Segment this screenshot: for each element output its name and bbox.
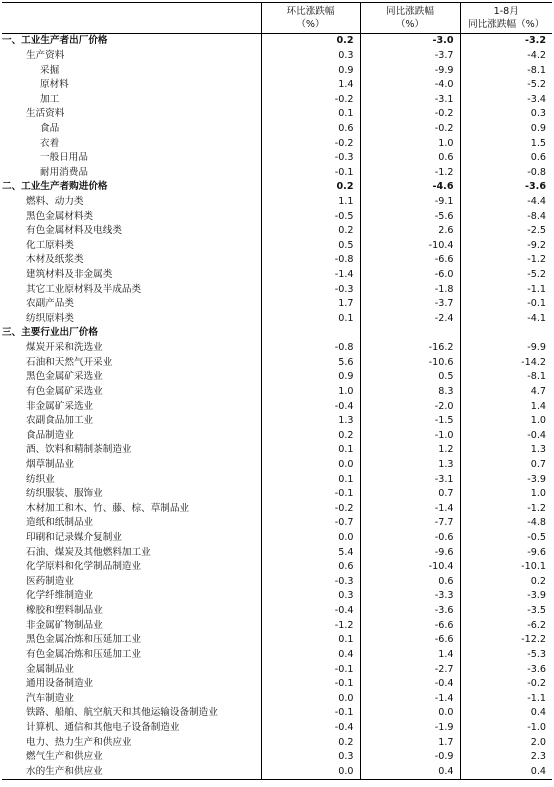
ytd-yoy-change-cell: -14.2	[460, 355, 552, 370]
yoy-change-cell: 2.6	[360, 224, 460, 239]
ytd-yoy-change-cell: 0.4	[460, 764, 552, 779]
table-row	[2, 122, 552, 137]
mom-change-cell: -0.4	[261, 399, 360, 414]
mom-change-cell: -0.8	[261, 253, 360, 268]
mom-change-cell: -0.1	[261, 165, 360, 180]
header-ytd-yoy-change	[460, 3, 552, 34]
row-label: 纺织原料类	[26, 312, 74, 324]
mom-change-cell: 0.2	[261, 34, 360, 49]
row-label: 建筑材料及非金属类	[26, 269, 113, 281]
ytd-yoy-change-cell: -8.4	[460, 209, 552, 224]
mom-change-cell: -0.1	[261, 677, 360, 692]
mom-change-cell: 1.7	[261, 297, 360, 312]
row-label: 非金属矿物制品业	[26, 619, 103, 631]
row-label: 农副产品类	[26, 298, 74, 310]
ytd-yoy-change-cell: -4.2	[460, 49, 552, 64]
table-row	[2, 414, 552, 429]
ytd-yoy-change-cell: -0.5	[460, 531, 552, 546]
ytd-yoy-change-cell: -5.2	[460, 268, 552, 283]
table-row	[2, 750, 552, 765]
table-row	[2, 458, 552, 473]
table-row	[2, 472, 552, 487]
ytd-yoy-change-cell: -3.5	[460, 604, 552, 619]
row-label: 木材加工和木、竹、藤、棕、草制品业	[26, 502, 190, 514]
yoy-change-cell: -7.7	[360, 516, 460, 531]
table-row	[2, 209, 552, 224]
row-label: 有色金属冶炼和压延加工业	[26, 648, 142, 660]
row-label: 纺织业	[26, 473, 55, 485]
row-label: 化学原料和化学制品制造业	[26, 561, 142, 573]
mom-change-cell: -0.4	[261, 604, 360, 619]
ytd-yoy-change-cell: -12.2	[460, 633, 552, 648]
header-mom-unit: （%）	[296, 19, 325, 30]
ytd-yoy-change-cell: 1.0	[460, 414, 552, 429]
table-row	[2, 648, 552, 663]
table-row	[2, 195, 552, 210]
yoy-change-cell: -0.2	[360, 107, 460, 122]
table-row	[2, 136, 552, 151]
ytd-yoy-change-cell: 0.7	[460, 458, 552, 473]
row-label: 有色金属矿采选业	[26, 385, 103, 397]
yoy-change-cell: -1.4	[360, 502, 460, 517]
yoy-change-cell: -3.0	[360, 34, 460, 49]
ytd-yoy-change-cell: -8.1	[460, 63, 552, 78]
yoy-change-cell: 0.7	[360, 487, 460, 502]
table-row	[2, 545, 552, 560]
ytd-yoy-change-cell: -3.2	[460, 34, 552, 49]
mom-change-cell: 0.6	[261, 122, 360, 137]
table-row	[2, 560, 552, 575]
mom-change-cell: 0.0	[261, 764, 360, 779]
table-row	[2, 633, 552, 648]
ytd-yoy-change-cell: -3.9	[460, 472, 552, 487]
row-label: 酒、饮料和精制茶制造业	[26, 444, 132, 456]
ytd-yoy-change-cell: -1.2	[460, 253, 552, 268]
table-row	[2, 341, 552, 356]
mom-change-cell: 0.2	[261, 428, 360, 443]
mom-change-cell: 0.9	[261, 370, 360, 385]
table-row	[2, 531, 552, 546]
row-label: 生活资料	[26, 108, 65, 120]
ytd-yoy-change-cell: 2.0	[460, 735, 552, 750]
yoy-change-cell: -2.7	[360, 662, 460, 677]
table-row	[2, 239, 552, 254]
header-yoy-change	[360, 3, 460, 34]
row-label: 黑色金属材料类	[26, 210, 94, 222]
mom-change-cell: 0.3	[261, 589, 360, 604]
table-row	[2, 268, 552, 283]
yoy-change-cell: 0.5	[360, 370, 460, 385]
table-row	[2, 691, 552, 706]
table-row	[2, 151, 552, 166]
yoy-change-cell: -1.8	[360, 282, 460, 297]
ytd-yoy-change-cell: -3.9	[460, 589, 552, 604]
yoy-change-cell: 1.3	[360, 458, 460, 473]
mom-change-cell: -0.4	[261, 721, 360, 736]
mom-change-cell: 1.0	[261, 385, 360, 400]
yoy-change-cell: 0.6	[360, 151, 460, 166]
mom-change-cell: 1.3	[261, 414, 360, 429]
mom-change-cell: -0.5	[261, 209, 360, 224]
yoy-change-cell: 0.4	[360, 764, 460, 779]
ytd-yoy-change-cell: 1.0	[460, 487, 552, 502]
yoy-change-cell: -0.9	[360, 750, 460, 765]
mom-change-cell: -0.1	[261, 706, 360, 721]
yoy-change-cell: -9.1	[360, 195, 460, 210]
row-label: 水的生产和供应业	[2, 764, 261, 779]
mom-change-cell: -0.3	[261, 282, 360, 297]
yoy-change-cell: -10.6	[360, 355, 460, 370]
row-label: 一、工业生产者出厂价格	[2, 35, 108, 47]
table-row	[2, 662, 552, 677]
mom-change-cell: 0.0	[261, 531, 360, 546]
row-label: 电力、热力生产和供应业	[26, 736, 132, 748]
table-row	[2, 706, 552, 721]
table-row	[2, 618, 552, 633]
ytd-yoy-change-cell: 0.4	[460, 706, 552, 721]
mom-change-cell: 0.4	[261, 648, 360, 663]
ytd-yoy-change-cell: -1.1	[460, 282, 552, 297]
table-row	[2, 443, 552, 458]
mom-change-cell: -0.2	[261, 502, 360, 517]
row-label: 燃料、动力类	[26, 196, 84, 207]
header-yoy-title: 同比涨跌幅	[386, 6, 434, 17]
header-mom-title: 环比涨跌幅	[286, 6, 335, 17]
row-label: 铁路、船舶、航空航天和其他运输设备制造业	[26, 707, 218, 719]
mom-change-cell: -0.3	[261, 151, 360, 166]
yoy-change-cell: -6.6	[360, 633, 460, 648]
ytd-yoy-change-cell: -9.9	[460, 341, 552, 356]
mom-change-cell: 5.6	[261, 355, 360, 370]
mom-change-cell: 0.2	[261, 180, 360, 195]
yoy-change-cell: -0.4	[360, 677, 460, 692]
yoy-change-cell: -10.4	[360, 239, 460, 254]
row-label: 通用设备制造业	[26, 678, 94, 690]
yoy-change-cell: -0.2	[360, 122, 460, 137]
yoy-change-cell: -6.6	[360, 253, 460, 268]
table-row	[2, 63, 552, 78]
ytd-yoy-change-cell: -3.6	[460, 662, 552, 677]
yoy-change-cell: -6.0	[360, 268, 460, 283]
ytd-yoy-change-cell: -10.1	[460, 560, 552, 575]
table-row	[2, 78, 552, 93]
header-mom-change	[261, 3, 360, 34]
table-row	[2, 107, 552, 122]
table-row	[2, 428, 552, 443]
row-label: 计算机、通信和其他电子设备制造业	[26, 721, 180, 733]
yoy-change-cell: -3.1	[360, 472, 460, 487]
row-label: 黑色金属矿采选业	[26, 371, 103, 383]
mom-change-cell: 0.2	[261, 224, 360, 239]
mom-change-cell: -0.2	[261, 136, 360, 151]
ytd-yoy-change-cell: -6.2	[460, 618, 552, 633]
table-row	[2, 312, 552, 327]
mom-change-cell: 0.2	[261, 735, 360, 750]
ytd-yoy-change-cell: -0.8	[460, 165, 552, 180]
row-label: 纺织服装、服饰业	[26, 488, 103, 500]
header-yoy-unit: （%）	[395, 19, 425, 30]
yoy-change-cell: -2.4	[360, 312, 460, 327]
mom-change-cell: 0.1	[261, 312, 360, 327]
yoy-change-cell: 1.4	[360, 648, 460, 663]
table-row	[2, 34, 552, 49]
row-label: 煤炭开采和洗选业	[26, 342, 103, 354]
yoy-change-cell: -10.4	[360, 560, 460, 575]
table-body	[2, 34, 552, 780]
ytd-yoy-change-cell: 4.7	[460, 385, 552, 400]
row-label: 木材及纸浆类	[26, 254, 84, 266]
row-label: 农副食品加工业	[26, 415, 94, 427]
ytd-yoy-change-cell: -3.6	[460, 180, 552, 195]
yoy-change-cell: 0.0	[360, 706, 460, 721]
mom-change-cell: -1.4	[261, 268, 360, 283]
yoy-change-cell: -3.6	[360, 604, 460, 619]
table-row	[2, 589, 552, 604]
yoy-change-cell: -1.9	[360, 721, 460, 736]
yoy-change-cell: -9.9	[360, 63, 460, 78]
table-row	[2, 575, 552, 590]
yoy-change-cell: -4.6	[360, 180, 460, 195]
mom-change-cell: 0.1	[261, 472, 360, 487]
row-label: 石油和天然气开采业	[26, 356, 113, 368]
yoy-change-cell: 1.2	[360, 443, 460, 458]
ytd-yoy-change-cell: -1.1	[460, 691, 552, 706]
mom-change-cell: 0.0	[261, 458, 360, 473]
ytd-yoy-change-cell: -4.8	[460, 516, 552, 531]
row-label: 印刷和记录媒介复制业	[26, 532, 122, 544]
row-label: 采掘	[40, 64, 60, 76]
row-label: 衣着	[40, 137, 60, 149]
yoy-change-cell: -3.1	[360, 92, 460, 107]
row-label: 化学纤维制造业	[26, 590, 94, 602]
row-label: 生产资料	[26, 49, 65, 61]
table-header-row	[2, 3, 552, 34]
table-row	[2, 502, 552, 517]
mom-change-cell: 1.1	[261, 195, 360, 210]
row-label: 金属制品业	[26, 663, 74, 675]
ytd-yoy-change-cell: 1.5	[460, 136, 552, 151]
yoy-change-cell: -2.0	[360, 399, 460, 414]
table-row	[2, 92, 552, 107]
yoy-change-cell: -9.6	[360, 545, 460, 560]
table-row	[2, 253, 552, 268]
header-ytd-title: 同比涨跌幅（%）	[468, 19, 545, 30]
mom-change-cell: -1.2	[261, 618, 360, 633]
ytd-yoy-change-cell: 1.4	[460, 399, 552, 414]
ytd-yoy-change-cell: -1.2	[460, 502, 552, 517]
mom-change-cell: 0.0	[261, 691, 360, 706]
ytd-yoy-change-cell: -9.2	[460, 239, 552, 254]
yoy-change-cell: 1.7	[360, 735, 460, 750]
mom-change-cell: 0.3	[261, 49, 360, 64]
table-row	[2, 677, 552, 692]
yoy-change-cell: -1.2	[360, 165, 460, 180]
table-row	[2, 180, 552, 195]
yoy-change-cell: -1.0	[360, 428, 460, 443]
yoy-change-cell: -3.3	[360, 589, 460, 604]
yoy-change-cell: -0.6	[360, 531, 460, 546]
mom-change-cell: -0.8	[261, 341, 360, 356]
table-row	[2, 224, 552, 239]
mom-change-cell: -0.1	[261, 662, 360, 677]
mom-change-cell: -0.7	[261, 516, 360, 531]
row-label: 非金属矿采选业	[26, 400, 94, 412]
row-label: 原材料	[40, 79, 69, 91]
ytd-yoy-change-cell: -0.2	[460, 677, 552, 692]
yoy-change-cell: -16.2	[360, 341, 460, 356]
mom-change-cell: 0.1	[261, 107, 360, 122]
mom-change-cell: 0.6	[261, 560, 360, 575]
row-label: 医药制造业	[26, 575, 74, 587]
row-label: 耐用消费品	[40, 166, 88, 178]
yoy-change-cell: 8.3	[360, 385, 460, 400]
table-row	[2, 165, 552, 180]
row-label: 三、主要行业出厂价格	[2, 327, 98, 339]
table-row	[2, 355, 552, 370]
header-blank-cell	[2, 3, 261, 34]
ytd-yoy-change-cell: 0.2	[460, 575, 552, 590]
mom-change-cell: 0.1	[261, 633, 360, 648]
table-row	[2, 326, 552, 341]
table-row	[2, 385, 552, 400]
table-row	[2, 399, 552, 414]
yoy-change-cell: -1.5	[360, 414, 460, 429]
table-row	[2, 297, 552, 312]
price-index-table	[2, 2, 552, 780]
mom-change-cell	[261, 326, 360, 341]
yoy-change-cell: -4.0	[360, 78, 460, 93]
mom-change-cell: 0.5	[261, 239, 360, 254]
ytd-yoy-change-cell: -4.4	[460, 195, 552, 210]
table-row	[2, 487, 552, 502]
yoy-change-cell: -3.7	[360, 297, 460, 312]
table-row	[2, 721, 552, 736]
yoy-change-cell	[360, 326, 460, 341]
yoy-change-cell: -5.6	[360, 209, 460, 224]
ytd-yoy-change-cell: 0.3	[460, 107, 552, 122]
mom-change-cell: 0.1	[261, 443, 360, 458]
mom-change-cell: -0.2	[261, 92, 360, 107]
row-label: 食品制造业	[26, 429, 74, 441]
row-label: 二、工业生产者购进价格	[2, 181, 108, 193]
mom-change-cell: 5.4	[261, 545, 360, 560]
row-label: 加工	[40, 93, 60, 105]
mom-change-cell: -0.3	[261, 575, 360, 590]
table-row	[2, 604, 552, 619]
row-label: 黑色金属冶炼和压延加工业	[26, 634, 142, 646]
ytd-yoy-change-cell: -8.1	[460, 370, 552, 385]
ytd-yoy-change-cell: -9.6	[460, 545, 552, 560]
row-label: 食品	[40, 122, 60, 134]
table-row	[2, 516, 552, 531]
row-label: 一般日用品	[40, 152, 88, 164]
row-label: 石油、煤炭及其他燃料加工业	[26, 546, 151, 558]
ytd-yoy-change-cell: -1.0	[460, 721, 552, 736]
row-label: 化工原料类	[26, 239, 74, 251]
ytd-yoy-change-cell: -5.2	[460, 78, 552, 93]
table-row	[2, 764, 552, 779]
yoy-change-cell: -1.4	[360, 691, 460, 706]
ytd-yoy-change-cell: 0.9	[460, 122, 552, 137]
yoy-change-cell: 1.0	[360, 136, 460, 151]
row-label: 造纸和纸制品业	[26, 517, 94, 529]
yoy-change-cell: -3.7	[360, 49, 460, 64]
header-ytd-period: 1-8月	[493, 6, 519, 17]
mom-change-cell: -0.1	[261, 487, 360, 502]
mom-change-cell: 0.3	[261, 750, 360, 765]
ytd-yoy-change-cell: -0.1	[460, 297, 552, 312]
row-label: 有色金属材料及电线类	[26, 225, 122, 237]
table-row	[2, 370, 552, 385]
ytd-yoy-change-cell: -4.1	[460, 312, 552, 327]
ytd-yoy-change-cell: -3.4	[460, 92, 552, 107]
row-label: 烟草制品业	[26, 458, 74, 470]
table-row	[2, 49, 552, 64]
table-row	[2, 735, 552, 750]
table-row	[2, 282, 552, 297]
yoy-change-cell: -6.6	[360, 618, 460, 633]
ytd-yoy-change-cell: 2.3	[460, 750, 552, 765]
mom-change-cell: 0.9	[261, 63, 360, 78]
ytd-yoy-change-cell: -5.3	[460, 648, 552, 663]
ytd-yoy-change-cell: 1.3	[460, 443, 552, 458]
row-label: 橡胶和塑料制品业	[26, 605, 103, 617]
row-label: 燃气生产和供应业	[26, 751, 103, 763]
row-label: 汽车制造业	[26, 692, 74, 704]
mom-change-cell: 1.4	[261, 78, 360, 93]
ytd-yoy-change-cell	[460, 326, 552, 341]
ytd-yoy-change-cell: -2.5	[460, 224, 552, 239]
ytd-yoy-change-cell: -0.4	[460, 428, 552, 443]
row-label: 其它工业原材料及半成品类	[26, 283, 142, 295]
ytd-yoy-change-cell: 0.6	[460, 151, 552, 166]
yoy-change-cell: 0.6	[360, 575, 460, 590]
